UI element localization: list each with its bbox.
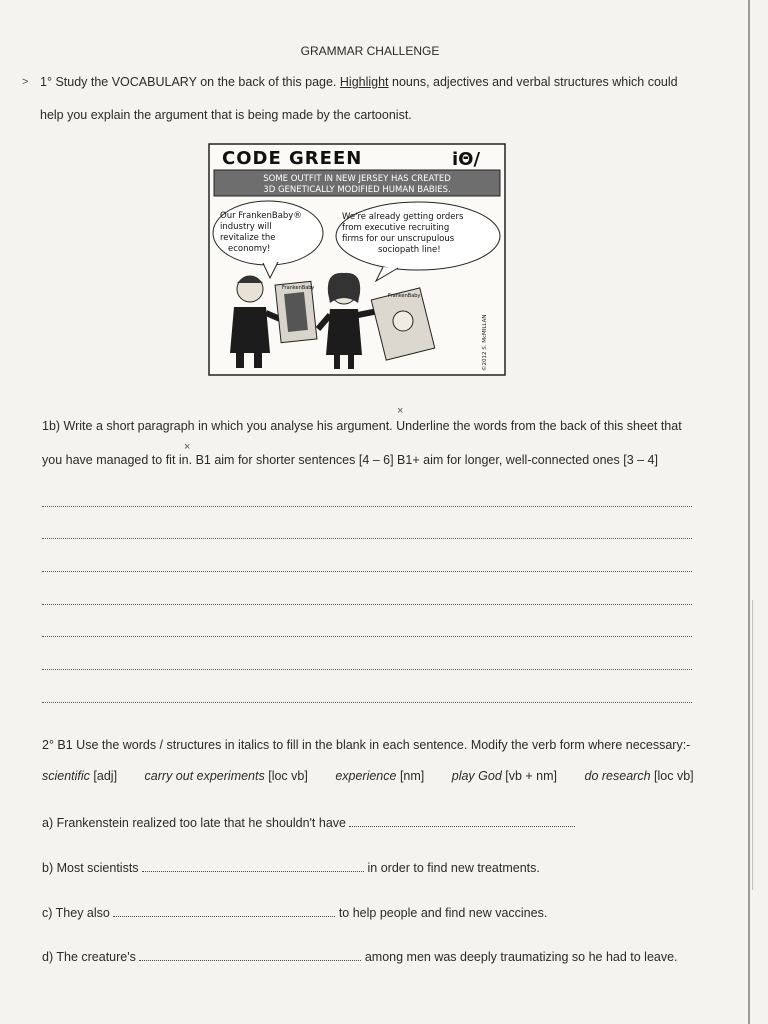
q1-line2: help you explain the argument that is being made by the cartoonist. [40, 108, 412, 122]
highlight-word: Highlight [339, 75, 389, 89]
writing-line-2[interactable] [42, 538, 692, 539]
bubble-right-line-1: We're already getting orders [342, 212, 464, 222]
q2-item-a: a) Frankenstein realized too late that he shouldn't have [42, 815, 575, 831]
q1-line1: 1° Study the VOCABULARY on the back of this page. Highlight nouns, adjectives and verbal structures which could [40, 75, 678, 89]
arrow-mark-icon: > [22, 76, 29, 88]
box-label-left: FrankenBaby [282, 285, 315, 291]
blank-c[interactable] [113, 905, 335, 917]
cartoon-signature: ©2012 S. McMILLAN [482, 314, 488, 371]
x-mark-icon-2: × [184, 441, 191, 453]
bubble-right-line-3: firms for our unscrupulous [342, 234, 455, 244]
q2-intro: 2° B1 Use the words / structures in italics to fill in the blank in each sentence. Modify the verb form where necessary:- [42, 738, 691, 752]
bubble-right-line-2: from executive recruiting [342, 223, 450, 233]
vocab-item: scientific [adj] [42, 769, 118, 783]
cartoon-caption-1: SOME OUTFIT IN NEW JERSEY HAS CREATED [263, 174, 451, 184]
writing-line-1[interactable] [42, 506, 692, 507]
vocab-item: do research [loc vb] [584, 769, 694, 783]
q1b-line2: you have managed to fit in. B1 aim for shorter sentences [4 – 6] B1+ aim for longer, well-connected ones [3 – 4] [42, 453, 658, 467]
vocab-item: carry out experiments [loc vb] [144, 769, 308, 783]
writing-line-3[interactable] [42, 571, 692, 572]
cartoon-corner-mark: iΘ/ [452, 149, 481, 170]
q2-item-d: d) The creature's among men was deeply traumatizing so he had to leave. [42, 950, 678, 964]
bubble-left-line-4: economy! [228, 244, 271, 254]
bubble-right-line-4: sociopath line! [378, 245, 441, 255]
q1-number: 1° [40, 75, 52, 89]
page-edge [748, 0, 750, 1024]
bubble-left-line-2: industry will [220, 222, 272, 232]
blank-b[interactable] [142, 860, 364, 872]
cartoon-caption-2: 3D GENETICALLY MODIFIED HUMAN BABIES. [263, 185, 451, 195]
cartoon-title: CODE GREEN [222, 148, 363, 169]
bubble-left-line-3: revitalize the [220, 233, 276, 243]
q2-item-b: b) Most scientists in order to find new treatments. [42, 861, 540, 875]
q2-vocab-list [42, 768, 718, 784]
blank-a[interactable] [349, 815, 575, 827]
q2-item-c: c) They also to help people and find new vaccines. [42, 906, 548, 920]
page-title: GRAMMAR CHALLENGE [300, 44, 440, 58]
vocab-item: experience [nm] [335, 769, 425, 783]
writing-line-7[interactable] [42, 702, 692, 703]
writing-line-5[interactable] [42, 636, 692, 637]
vocab-item: play God [vb + nm] [451, 769, 558, 783]
page-edge-shadow [752, 600, 753, 890]
blank-d[interactable] [139, 949, 361, 961]
q1b-line1: 1b) Write a short paragraph in which you analyse his argument. Underline the words from the back of this sheet that [42, 419, 682, 433]
cartoon-image [208, 143, 506, 376]
x-mark-icon: × [397, 405, 404, 417]
cartoon-box-left [275, 281, 317, 342]
writing-line-4[interactable] [42, 604, 692, 605]
box-label-right: FrankenBaby [388, 293, 421, 299]
writing-line-6[interactable] [42, 669, 692, 670]
bubble-left-line-1: Our FrankenBaby® [220, 211, 302, 221]
